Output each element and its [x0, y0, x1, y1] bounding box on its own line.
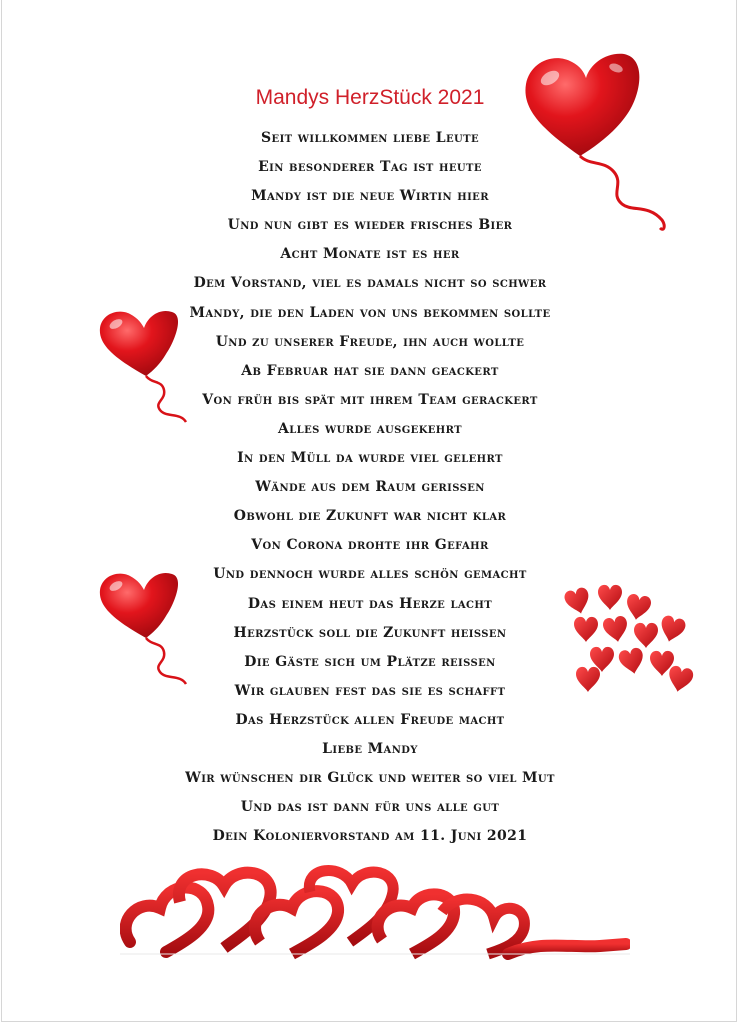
heart-cluster-icon [560, 578, 700, 700]
page-title: Mandys HerzStück 2021 [255, 86, 485, 109]
poem-line: Liebe Mandy [322, 740, 418, 757]
poem-line: Ein besonderer Tag ist heute [258, 159, 482, 176]
poem-line: Das Herzstück allen Freude macht [235, 711, 505, 728]
poem-line: In den Müll da wurde viel gelehrt [237, 450, 503, 467]
poem-line: Und zu unserer Freude, ihn auch wollte [215, 333, 525, 350]
poem-line: Alles wurde ausgekehrt [277, 420, 463, 437]
poem-line: Mandy, die den Laden von uns bekommen sollte [189, 304, 551, 321]
poem-line: Wir glauben fest das sie es schafft [234, 682, 506, 699]
poem-line: Seit willkommen liebe Leute [261, 130, 479, 146]
poem-line: Und dennoch wurde alles schön gemacht [213, 566, 527, 583]
heart-balloon-icon [96, 306, 196, 431]
poem-line: Acht Monate ist es her [280, 246, 460, 263]
poem-line: Und das ist dann für uns alle gut [240, 799, 500, 816]
poem-line: Obwohl die Zukunft war nicht klar [233, 508, 507, 525]
poem-line: Die Gäste sich um Plätze reissen [244, 653, 496, 670]
poem-line: Wände aus dem Raum gerissen [255, 479, 485, 496]
heart-ribbon-icon [120, 862, 630, 962]
poem-line: Dem Vorstand, viel es damals nicht so schwer [193, 275, 547, 292]
poem-line: Dein Koloniervorstand am 11. Juni 2021 [212, 828, 528, 845]
poem-line: Das einem heut das Herze lacht [247, 595, 493, 612]
heart-balloon-icon [520, 48, 680, 238]
heart-balloon-icon [96, 568, 196, 693]
poem-line: Von Corona drohte ihr Gefahr [251, 537, 489, 554]
poem-line: Von früh bis spät mit ihrem Team gerackert [202, 391, 538, 408]
poem-line: Wir wünschen dir Glück und weiter so viel Mut [185, 770, 555, 787]
poem-line: Und nun gibt es wieder frisches Bier [227, 217, 513, 234]
poem-line: Ab Februar hat sie dann geackert [241, 362, 499, 379]
poem-line: Mandy ist die neue Wirtin hier [251, 188, 489, 205]
poem-line: Herzstück soll die Zukunft heissen [233, 624, 507, 641]
